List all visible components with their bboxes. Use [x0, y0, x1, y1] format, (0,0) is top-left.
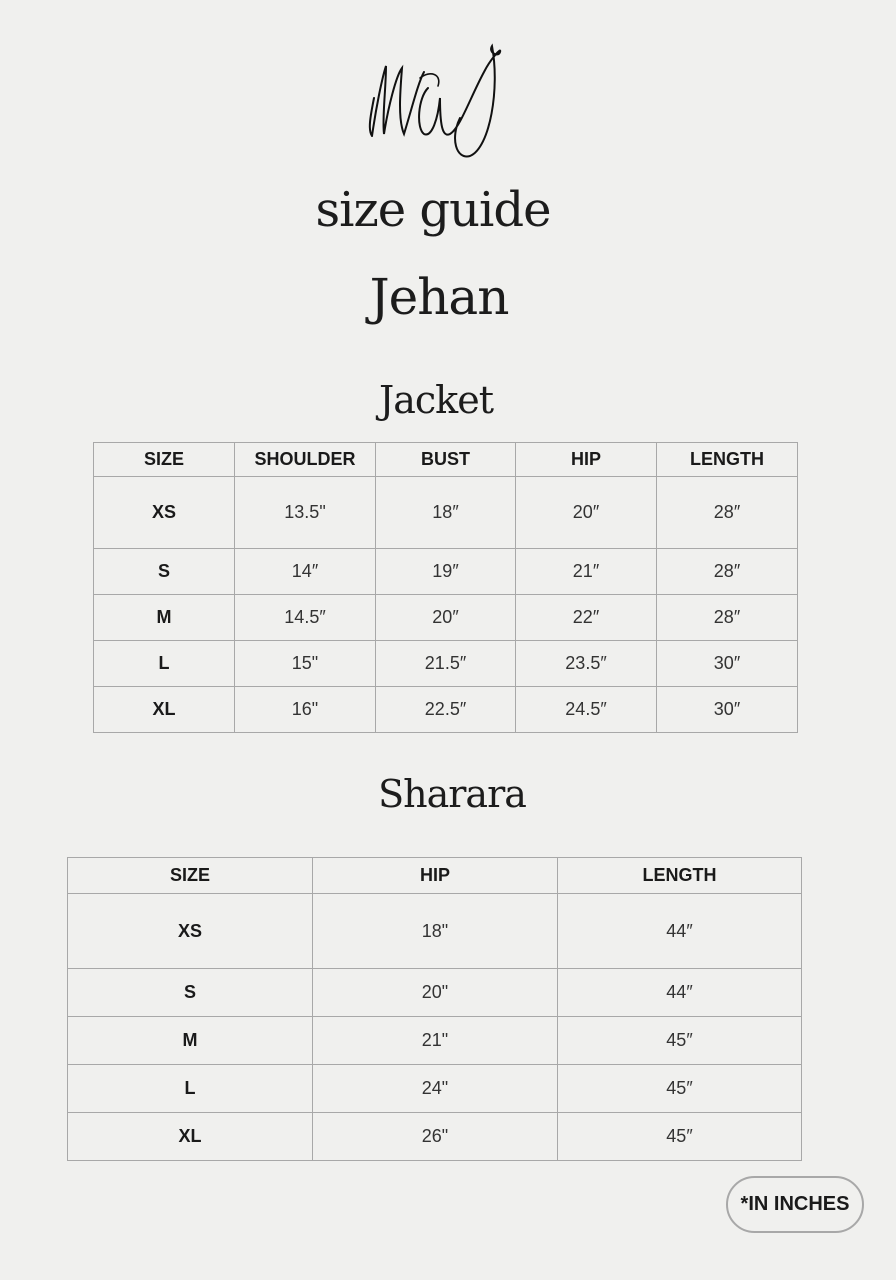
table-row	[94, 477, 798, 549]
table-row	[68, 1113, 802, 1161]
measure-cell: 20″	[376, 595, 516, 641]
size-cell: S	[68, 969, 313, 1017]
measure-cell: 16"	[235, 687, 376, 733]
measure-cell: 45″	[558, 1017, 802, 1065]
table-header-row	[94, 443, 798, 477]
column-header: SHOULDER	[235, 443, 376, 477]
measure-cell: 20″	[516, 477, 657, 549]
measure-cell: 44″	[558, 894, 802, 969]
measure-cell: 14″	[235, 549, 376, 595]
brand-logo	[360, 38, 510, 163]
size-cell: L	[68, 1065, 313, 1113]
measure-cell: 26"	[313, 1113, 558, 1161]
measure-cell: 45″	[558, 1065, 802, 1113]
measure-cell: 19″	[376, 549, 516, 595]
column-header: LENGTH	[657, 443, 798, 477]
measure-cell: 14.5″	[235, 595, 376, 641]
measure-cell: 23.5″	[516, 641, 657, 687]
table-row	[94, 687, 798, 733]
column-header: SIZE	[68, 858, 313, 894]
size-cell: M	[68, 1017, 313, 1065]
measure-cell: 28″	[657, 549, 798, 595]
measure-cell: 30″	[657, 641, 798, 687]
table-header-row	[68, 858, 802, 894]
measure-cell: 30″	[657, 687, 798, 733]
column-header: SIZE	[94, 443, 235, 477]
table-row	[68, 969, 802, 1017]
units-note-badge: *IN INCHES	[726, 1176, 864, 1233]
size-cell: XL	[94, 687, 235, 733]
measure-cell: 44″	[558, 969, 802, 1017]
table-row	[94, 641, 798, 687]
measure-cell: 22″	[516, 595, 657, 641]
sharara-heading: Sharara	[378, 772, 526, 816]
measure-cell: 24.5″	[516, 687, 657, 733]
size-cell: S	[94, 549, 235, 595]
size-cell: XS	[94, 477, 235, 549]
measure-cell: 28″	[657, 595, 798, 641]
measure-cell: 18″	[376, 477, 516, 549]
sharara-size-table	[67, 857, 802, 1161]
measure-cell: 21"	[313, 1017, 558, 1065]
column-header: HIP	[516, 443, 657, 477]
table-row	[94, 549, 798, 595]
table-row	[68, 1065, 802, 1113]
size-cell: XL	[68, 1113, 313, 1161]
table-row	[68, 1017, 802, 1065]
size-cell: XS	[68, 894, 313, 969]
measure-cell: 24"	[313, 1065, 558, 1113]
measure-cell: 13.5"	[235, 477, 376, 549]
measure-cell: 22.5″	[376, 687, 516, 733]
jacket-size-table	[93, 442, 798, 733]
size-cell: M	[94, 595, 235, 641]
column-header: LENGTH	[558, 858, 802, 894]
collection-name: Jehan	[369, 268, 509, 326]
measure-cell: 21.5″	[376, 641, 516, 687]
table-row	[68, 894, 802, 969]
column-header: BUST	[376, 443, 516, 477]
page-title: size guide	[315, 182, 551, 238]
size-cell: L	[94, 641, 235, 687]
measure-cell: 21″	[516, 549, 657, 595]
measure-cell: 15"	[235, 641, 376, 687]
measure-cell: 18"	[313, 894, 558, 969]
measure-cell: 28″	[657, 477, 798, 549]
column-header: HIP	[313, 858, 558, 894]
jacket-heading: Jacket	[379, 378, 493, 422]
measure-cell: 20"	[313, 969, 558, 1017]
measure-cell: 45″	[558, 1113, 802, 1161]
table-row	[94, 595, 798, 641]
